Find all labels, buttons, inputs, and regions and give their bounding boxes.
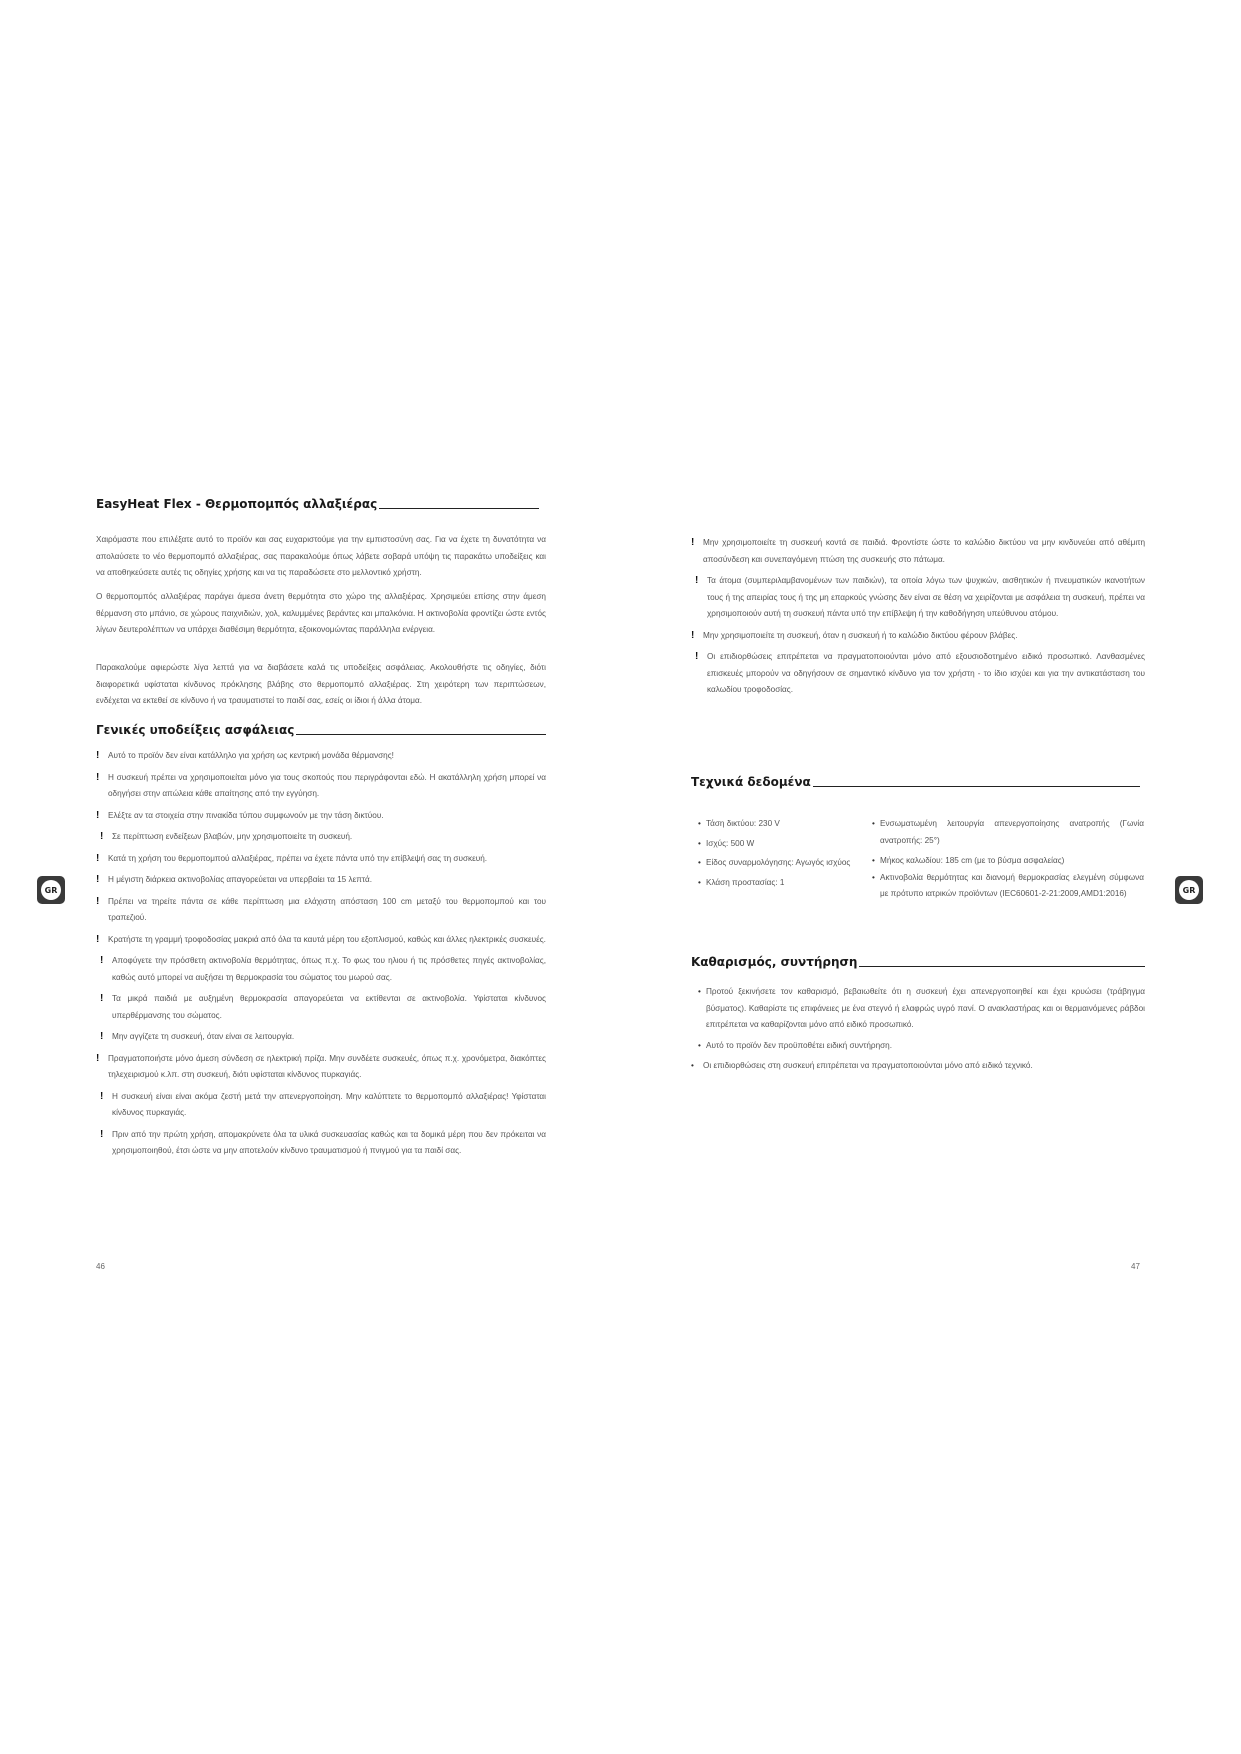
cleaning-title-text: Καθαρισμός, συντήρηση xyxy=(691,955,858,969)
cleaning-item: • Προτού ξεκινήσετε τον καθαρισμό, βεβαιωθείτε ότι η συσκευή έχει απενεργοποιηθεί και έχει κρυώσει (τράβηγμα βύσματος). Καθαρίστε τις επιφάνειες με ένα στεγνό ή ελαφρώς υγρό πανί. Ο ανακλαστήρας και οι θερμαινόμενες ράβδοι επιτρέπεται να καθαρίζονται μόνο από ειδικό προσωπικό. xyxy=(698,984,1145,1034)
safety-item-text: Σε περίπτωση ενδείξεων βλαβών, μην χρησιμοποιείτε τη συσκευή. xyxy=(112,832,353,841)
right-page xyxy=(620,0,1241,1754)
tech-data-item: • Είδος συναρμολόγησης: Αγωγός ισχύος xyxy=(698,855,878,872)
warning-mark-icon: ! xyxy=(96,771,100,783)
page-number: 46 xyxy=(96,1262,105,1271)
safety-item-text: Αποφύγετε την πρόσθετη ακτινοβολία θερμότητας, όπως π.χ. Το φως του ηλιου ή τις πρόσθετες πηγές ακτινοβολίας, καθώς αυτό μπορεί να αυξήσει τη θερμοκρασία του σώματος του μωρού σας. xyxy=(112,956,546,982)
safety-title-rule xyxy=(296,734,546,735)
warning-item-text: Τα άτομα (συμπεριλαμβανομένων των παιδιών), τα οποία λόγω των ψυχικών, αισθητικών ή πνευματικών ικανοτήτων τους ή της απειρίας τους ή της μη επαρκούς γνώσης δεν είναι σε θέση να χειρίζονται με ασφάλεια τη συσκευή, πρέπει να χρησιμοποιούν αυτή τη συσκευή πάντα υπό την επίβλεψη ή την καθοδήγηση υπεύθυνου ατόμου. xyxy=(707,576,1145,618)
warning-item xyxy=(691,535,1145,568)
title-rule xyxy=(379,508,539,509)
warning-mark-icon: ! xyxy=(100,993,104,1004)
warning-item-text: Μην χρησιμοποιείτε τη συσκευή, όταν η συσκευή ή το καλώδιο δικτύου φέρουν βλάβες. xyxy=(703,630,1018,640)
tech-data-title xyxy=(691,775,1140,789)
safety-title-text: Γενικές υποδείξεις ασφάλειας xyxy=(96,723,295,737)
warning-mark-icon: ! xyxy=(100,955,104,966)
warning-mark-icon: ! xyxy=(96,895,100,907)
safety-item xyxy=(96,770,546,803)
tech-data-title-rule xyxy=(813,786,1140,787)
tech-data-title-text: Τεχνικά δεδομένα xyxy=(691,775,811,789)
intro-paragraph-3: Παρακαλούμε αφιερώστε λίγα λεπτά για να διαβάσετε καλά τις υποδείξεις ασφάλειας. Ακολουθήστε τις οδηγίες, διότι διαφορετικά υφίσταται κίνδυνος πρόκλησης βλάβης στο θερμοπομπό αλλαξιέρας. Στη χειρότερη των περιπτώσεων, ενδέχεται να εκτεθεί σε κίνδυνο ή να τραυματιστεί το παιδί σας, εσείς οι ίδιοι ή άλλα άτομα. xyxy=(96,663,546,705)
warning-mark-icon: ! xyxy=(100,1090,104,1102)
tech-data-item: • Ακτινοβολία θερμότητας και διανομή θερμοκρασίας ελεγμένη σύμφωνα με πρότυπο ιατρικών προϊόντων (IEC60601-2-21:2009,AMD1:2016) xyxy=(872,870,1144,903)
safety-item xyxy=(96,1089,546,1122)
cleaning-item: • Οι επιδιορθώσεις στη συσκευή επιτρέπεται να πραγματοποιούνται μόνο από ειδικό τεχνικό. xyxy=(691,1058,1145,1075)
cleaning-title-rule xyxy=(859,966,1145,967)
warning-mark-icon: ! xyxy=(96,933,100,945)
tech-data-item: • Ενσωματωμένη λειτουργία απενεργοποίησης ανατροπής (Γωνία ανατροπής: 25°) xyxy=(872,816,1144,849)
page-title xyxy=(96,497,539,511)
safety-item-text: Κρατήστε τη γραμμή τροφοδοσίας μακριά από όλα τα καυτά μέρη του εξοπλισμού, καθώς και άλλες ηλεκτρικές συσκευές. xyxy=(108,934,546,944)
warning-mark-icon: ! xyxy=(100,1031,104,1042)
safety-item xyxy=(96,953,546,986)
warning-mark-icon: ! xyxy=(96,809,100,821)
safety-item xyxy=(96,1127,546,1160)
warning-mark-icon: ! xyxy=(96,1052,100,1064)
safety-item-text: Πραγματοποιήστε μόνο άμεση σύνδεση σε ηλεκτρική πρίζα. Μην συνδέετε συσκευές, όπως π.χ. χρονόμετρα, διακόπτες τηλεχειρισμού κ.λπ. στη συσκευή, διότι υφίσταται κίνδυνος πυρκαγιάς. xyxy=(108,1053,546,1079)
warning-mark-icon: ! xyxy=(96,750,100,761)
warning-mark-icon: ! xyxy=(96,874,100,885)
page-number: 47 xyxy=(1131,1262,1140,1271)
warning-mark-icon: ! xyxy=(96,852,100,864)
language-badge xyxy=(37,876,65,904)
cleaning-list xyxy=(691,984,1145,1079)
safety-item xyxy=(96,829,546,846)
warning-mark-icon: ! xyxy=(100,831,104,842)
language-badge xyxy=(1175,876,1203,904)
warning-item-text: Οι επιδιορθώσεις επιτρέπεται να πραγματοποιούνται μόνο από εξουσιοδοτημένο ειδικό προσωπικό. Λανθασμένες επισκευές μπορούν να οδηγήσουν σε σημαντικό κίνδυνο για τον χρήστη - το ίδιο ισχύει και για την αντικατάσταση του καλωδίου τροφοδοσίας. xyxy=(707,652,1145,694)
tech-data-item: • Μήκος καλωδίου: 185 cm (με το βύσμα ασφαλείας) xyxy=(872,853,1144,870)
safety-item xyxy=(96,851,546,868)
safety-item xyxy=(96,991,546,1024)
safety-item-text: Πρέπει να τηρείτε πάντα σε κάθε περίπτωση μια ελάχιστη απόσταση 100 cm μεταξύ του θερμοπομπού και του τραπεζιού. xyxy=(108,896,546,922)
safety-list xyxy=(96,748,546,1165)
safety-item-text: Η συσκευή πρέπει να χρησιμοποιείται μόνο για τους σκοπούς που περιγράφονται εδώ. Η ακατάλληλη χρήση μπορεί να οδηγήσει στην απώλεια κάθε απαίτησης από την εγγύηση. xyxy=(108,772,546,798)
tech-data-item: • Κλάση προστασίας: 1 xyxy=(698,875,878,892)
language-badge-label: GR xyxy=(1179,880,1199,900)
safety-item xyxy=(96,808,546,825)
safety-item-text: Μην αγγίζετε τη συσκευή, όταν είναι σε λειτουργία. xyxy=(112,1032,295,1041)
warning-mark-icon: ! xyxy=(691,629,695,641)
intro-paragraph-1: Χαιρόμαστε που επιλέξατε αυτό το προϊόν και σας ευχαριστούμε για την εμπιστοσύνη σας. Για να έχετε τη δυνατότητα να απολαύσετε το νέο θερμοπομπό αλλαξιέρας, σας παρακαλούμε όπως λάβετε σοβαρά υπόψη τις παρακάτω υποδείξεις και να αποθηκεύσετε αυτές τις οδηγίες χρήσης και να τις παραδώσετε στο μελλοντικό χρήστη. xyxy=(96,535,546,577)
warning-mark-icon: ! xyxy=(695,575,699,586)
safety-title xyxy=(96,723,546,737)
safety-item-text: Ελέξτε αν τα στοιχεία στην πινακίδα τύπου συμφωνούν με την τάση δικτύου. xyxy=(108,810,384,820)
cleaning-title xyxy=(691,955,1145,969)
tech-data-item: • Ισχύς: 500 W xyxy=(698,836,878,853)
cleaning-item: • Αυτό το προϊόν δεν προϋποθέτει ειδική συντήρηση. xyxy=(698,1038,1145,1055)
safety-item-text: Τα μικρά παιδιά με αυξημένη θερμοκρασία απαγορεύεται να εκτίθενται σε ακτινοβολία. Υφίσταται κίνδυνος υπερθέρμανσης του σώματος. xyxy=(112,994,546,1020)
language-badge-label: GR xyxy=(41,880,61,900)
title-text: EasyHeat Flex - Θερμοπομπός αλλαξιέρας xyxy=(96,497,378,511)
safety-item xyxy=(96,1051,546,1084)
safety-item-text: Η συσκευή είναι είναι ακόμα ζεστή μετά την απενεργοποίηση. Μην καλύπτετε το θερμοπομπό αλλαξιέρας! Υφίσταται κίνδυνος πυρκαγιάς. xyxy=(112,1091,546,1117)
intro-paragraph-2: Ο θερμοπομπός αλλαξιέρας παράγει άμεσα άνετη θερμότητα στο χώρο της αλλαξιέρας. Χρησιμεύει επίσης στην άμεση θέρμανση στο μπάνιο, σε χώρους παιχνιδιών, χολ, καλυμμένες βεράντες και μπαλκόνια. Η ακτινοβολία φροντίζει ώστε εντός λίγων δευτερολέπτων να υπάρχει διαθέσιμη θερμότητα, εξοικονομώντας παράλληλα ενέργεια. xyxy=(96,592,546,634)
warning-item xyxy=(691,628,1145,645)
warning-item xyxy=(691,649,1145,699)
safety-item xyxy=(96,932,546,949)
safety-item-text: Κατά τη χρήση του θερμοπομπού αλλαξιέρας, πρέπει να έχετε πάντα υπό την επίβλεψή σας τη συσκευή. xyxy=(108,853,488,863)
safety-item-text: Η μέγιστη διάρκεια ακτινοβολίας απαγορεύεται να υπερβαίει τα 15 λεπτά. xyxy=(108,875,373,884)
tech-data-item: • Τάση δικτύου: 230 V xyxy=(698,816,878,833)
safety-item xyxy=(96,894,546,927)
warning-list xyxy=(691,535,1145,704)
safety-item-text: Πριν από την πρώτη χρήση, απομακρύνετε όλα τα υλικά συσκευασίας καθώς και τα δομικά μέρη που δεν πρόκειται να χρησιμοποιηθού, έτσι ώστε να μην αποτελούν κίνδυνο τραυματισμού ή πνιγμού για τα παιδί σας. xyxy=(112,1129,546,1155)
safety-item xyxy=(96,872,546,889)
warning-mark-icon: ! xyxy=(695,651,699,662)
tech-data-list-left xyxy=(698,816,878,895)
tech-data-list-right xyxy=(872,816,1144,907)
safety-item-text: Αυτό το προϊόν δεν είναι κατάλληλο για χρήση ως κεντρική μονάδα θέρμανσης! xyxy=(108,751,394,760)
safety-item xyxy=(96,748,546,765)
safety-item xyxy=(96,1029,546,1046)
warning-mark-icon: ! xyxy=(691,537,695,548)
warning-item-text: Μην χρησιμοποιείτε τη συσκευή κοντά σε παιδιά. Φροντίστε ώστε το καλώδιο δικτύου να μην κινδυνεύει από αθέμιτη αποσύνδεση και συνεπαγόμενη πτώση της συσκευής στο πάτωμα. xyxy=(703,538,1145,564)
left-page xyxy=(0,0,620,1754)
warning-mark-icon: ! xyxy=(100,1128,104,1140)
warning-item xyxy=(691,573,1145,623)
